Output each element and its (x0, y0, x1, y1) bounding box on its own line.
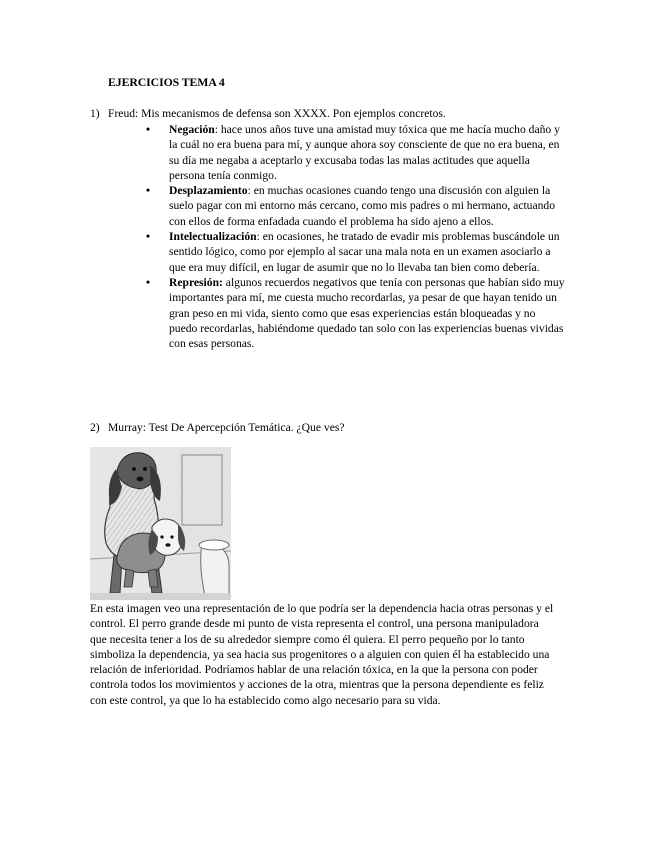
bullet-icon: • (146, 230, 151, 244)
term-desplazamiento: Desplazamiento (169, 184, 248, 198)
item-text: hace unos años tuve una amistad muy tóxica que me hacía mucho daño y la cuál no era buena para mí, y aunque ahora soy consciente de que no era buena, en su día me negaba a aceptarlo y excusaba todas las malas actitudes que aquella persona tenía conmigo. (169, 123, 560, 182)
list-item (146, 229, 566, 275)
term-intelectualizacion: Intelectualización (169, 230, 257, 244)
term-separator: : (247, 184, 254, 198)
answer-paragraph: En esta imagen veo una representación de lo que podría ser la dependencia hacia otras personas y el control. El perro grande desde mi punto de vista representa el control, una persona manipuladora que necesita tener a los de su alrededor siempre como él quiera. El perro pequeño por lo tanto simboliza la dependencia, ya sea hacia sus progenitores o a alguien con quien él ha establecido una relación de inferioridad. Podríamos hablar de una relación tóxica, en la que la persona con poder controla todos los movimientos y acciones de la otra, mientras que la persona dependiente es feliz con este control, ya que lo ha establecido como algo necesario para su vida. (90, 602, 554, 707)
term-separator: : (256, 230, 263, 244)
item-text: en ocasiones, he tratado de evadir mis problemas buscándole un sentido lógico, como por ejemplo al sacar una mala nota en un examen asociarlo a que era muy difícil, en lugar de asumir que no lo llevaba tan bien como debería. (169, 230, 560, 274)
list-item (146, 275, 566, 351)
bullet-icon: • (146, 123, 151, 136)
question-1-text: Freud: Mis mecanismos de defensa son XXXX. Pon ejemplos concretos. (108, 107, 446, 120)
bullet-icon: • (146, 184, 151, 198)
question-2-text: Murray: Test De Apercepción Temática. ¿Que ves? (108, 421, 345, 434)
term-separator: : (214, 123, 221, 136)
item-text: en muchas ocasiones cuando tengo una discusión con alguien la suelo pagar con mi entorno más cercano, como mis padres o mi hermano, actuando con ellos de forma enfadada cuando el problema ha sido ajeno a ellos. (169, 184, 556, 228)
question-2 (90, 420, 345, 435)
defense-mechanisms-list (146, 122, 566, 351)
bullet-icon: • (146, 275, 151, 289)
term-negacion: Negación (169, 123, 215, 136)
question-1 (90, 106, 446, 121)
tat-dogs-illustration (90, 447, 231, 600)
list-item (146, 122, 566, 183)
list-item (146, 183, 566, 229)
question-2-number: 2) (90, 421, 100, 434)
term-represion: Represión: (169, 275, 223, 289)
item-text: algunos recuerdos negativos que tenía con personas que habían sido muy importantes para mí, me cuesta mucho recordarlas, ya pesar de que hayan tenido un gran peso en mi vida, siento como que esas experiencias están bloqueadas y no puedo recordarlas, habiéndome quedado tan solo con las experiencias buenas vividas con esas personas. (169, 275, 565, 351)
page-title: EJERCICIOS TEMA 4 (108, 75, 225, 89)
question-1-number: 1) (90, 107, 100, 120)
